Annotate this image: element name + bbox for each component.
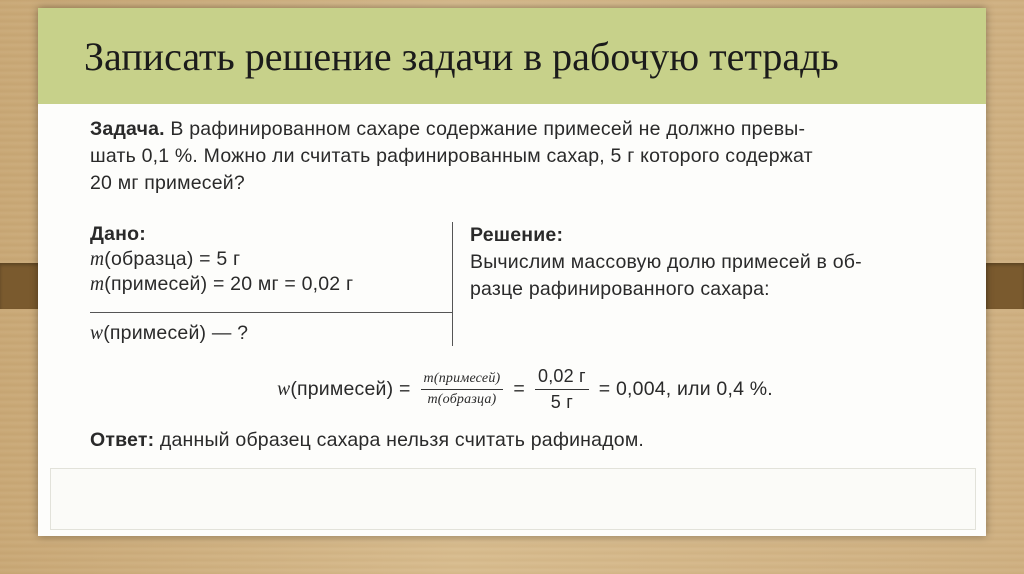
decorative-band-left xyxy=(0,263,40,309)
slide-title: Записать решение задачи в рабочую тетрадь xyxy=(84,33,839,79)
solution-section xyxy=(470,222,960,303)
answer xyxy=(90,429,644,452)
formula-equals: = xyxy=(513,378,525,400)
given-row-2: m(примесей) = 20 мг = 0,02 г xyxy=(90,273,354,295)
fraction-2-denominator: 5 г xyxy=(550,392,573,412)
given-divider xyxy=(90,312,452,313)
problem-image xyxy=(90,116,960,451)
task-statement xyxy=(90,116,960,197)
fraction-1-denominator: m(образца) xyxy=(427,392,497,407)
given-row-1: m(образца) = 5 г xyxy=(90,248,241,270)
decorative-band-right xyxy=(986,263,1024,309)
task-label: Задача. xyxy=(90,118,165,140)
fraction-values xyxy=(535,366,589,413)
vertical-divider xyxy=(452,222,453,346)
given-section xyxy=(90,222,452,344)
image-lower-frame xyxy=(50,468,976,530)
answer-text: данный образец сахара нельзя считать рафинадом. xyxy=(159,429,645,451)
formula-lhs: (примесей) = xyxy=(290,378,411,400)
solution-line-2: разце рафинированного сахара: xyxy=(470,278,770,300)
fraction-mass-ratio xyxy=(421,371,504,408)
task-line-1: В рафинированном сахаре содержание примесей не должно превы- xyxy=(170,118,806,140)
slide-card xyxy=(38,8,986,536)
given-solution-block xyxy=(90,222,960,352)
given-unknown: w(примесей) — ? xyxy=(90,322,249,344)
formula-result: = 0,004, или 0,4 %. xyxy=(598,378,773,400)
solution-heading: Решение: xyxy=(470,224,564,246)
given-heading: Дано: xyxy=(90,223,146,245)
formula xyxy=(90,366,960,413)
fraction-2-numerator: 0,02 г xyxy=(535,366,589,390)
formula-lhs-var: w xyxy=(277,378,291,400)
solution-line-1: Вычислим массовую долю примесей в об- xyxy=(470,251,862,273)
task-line-3: 20 мг примесей? xyxy=(90,172,245,194)
answer-label: Ответ: xyxy=(90,429,155,451)
title-bar xyxy=(38,8,986,104)
fraction-1-numerator: m(примесей) xyxy=(421,371,504,390)
task-line-2: шать 0,1 %. Можно ли считать рафинированным сахар, 5 г которого содержат xyxy=(90,145,813,167)
